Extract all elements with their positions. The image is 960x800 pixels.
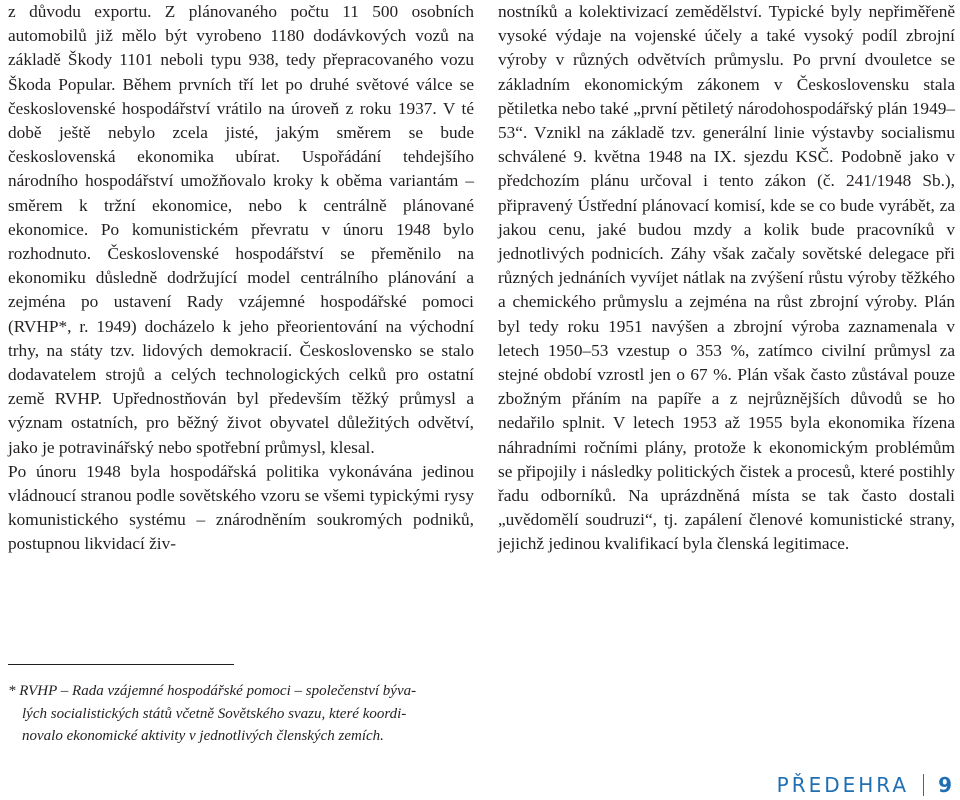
left-text-column [8,0,474,557]
right-paragraph-1: nostníků a kolektivizací zemědělství. Typické byly nepřiměřeně vysoké výdaje na vojenské účely a také vysoký podíl zbrojní výroby v různých odvětvích průmyslu. Po první dvouletce se základním ekonomickým zákonem v Československu stala pětiletka nebo také „první pětiletý národohospodářský plán 1949–53“. Vznikl na základě tzv. generální linie výstavby socialismu schválené 9. května 1948 na IX. sjezdu KSČ. Podobně jako v předchozím plánu určoval i tento zákon (č. 241/1948 Sb.), připravený Ústřední plánovací komisí, kde se co bude vyrábět, za jakou cenu, jaké budou mzdy a kolik bude pracovníků v jednotlivých podnicích. Záhy však začaly sovětské delegace při různých jednáních vyvíjet nátlak na zvýšení růstu výroby těžkého a chemického průmyslu a zejména na růst zbrojní výroby. Plán byl tedy roku 1951 navýšen a zbrojní výroba zaznamenala v letech 1950–53 vzestup o 353 %, zatímco civilní průmysl za stejné období vzrostl jen o 67 %. Plán však často zůstával pouze zbožným přáním na papíře a z nejrůznějších důvodů se ho nedařilo splnit. V letech 1953 až 1955 byla ekonomika řízena náhradními ročními plány, protože k ekonomickým problémům se připojily i následky politických čistek a procesů, které postihly řadu odborníků. Na uprázdněná místa se tak často dostali „uvědomělí soudruzi“, tj. zapálení členové komunistické strany, jejichž jedinou kvalifikací byla členská legitimace. [498,2,955,554]
left-paragraph-2: Po únoru 1948 byla hospodářská politika vykonávána jedinou vládnoucí stranou podle sovětského vzoru se všemi typickými rysy komunistického systému – znárodněním soukromých podniků, postupnou likvidací živ- [8,461,474,554]
right-text-column [498,0,955,557]
footnote-line: novalo ekonomické aktivity v jednotlivých členských zemích. [22,728,384,744]
page-number: 9 [938,773,952,797]
left-paragraph-1: z důvodu exportu. Z plánovaného počtu 11 500 osobních automobilů již mělo být vyrobeno 1180 dodávkových vozů na základě Škody 1101 neboli typu 938, tedy přepracovaného vozu Škoda Popular. Během prvních tří let po druhé světové válce se československé hospodářství vrátilo na úroveň z roku 1937. V té době ještě nebylo zcela jisté, jakým směrem se bude československá ekonomika ubírat. Uspořádání tehdejšího národního hospodářství umožňovalo kroky k oběma variantám – směrem k tržní ekonomice, nebo k centrálně plánované ekonomice. Po komunistickém převratu v únoru 1948 bylo rozhodnuto. Československé hospodářství se přeměnilo na ekonomiku důsledně dodržující model centrálního plánování a zejména po ustavení Rady vzájemné hospodářské pomoci (RVHP*, r. 1949) docházelo k jeho přeorientování na východní trhy, na státy tzv. lidových demokracií. Československo se stalo dodavatelem strojů a celých technologických celků pro ostatní země RVHP. Upřednostňován byl především těžký průmysl a význam ostatních, pro běžný život obyvatel důležitých odvětví, jako je potravinářský nebo spotřební průmysl, klesal. [8,2,474,457]
page-folio [777,770,952,800]
section-title: PŘEDEHRA [776,773,910,797]
footnote [8,680,468,748]
footnote-line: lých socialistických států včetně Sovětského svazu, které koordi- [22,705,407,722]
folio-divider [923,774,924,796]
footnote-line: * RVHP – Rada vzájemné hospodářské pomoci – společenství býva- [8,683,417,699]
footnote-divider [8,664,234,665]
